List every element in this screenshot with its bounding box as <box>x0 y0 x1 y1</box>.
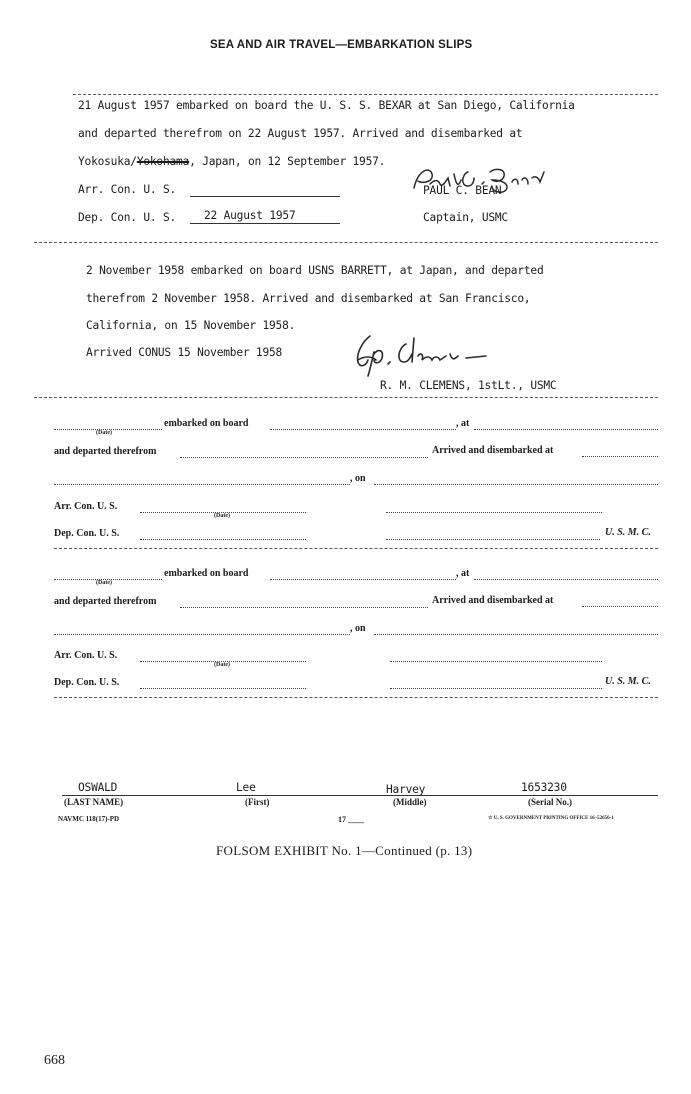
blank2-date-note-2: (Date) <box>214 662 230 668</box>
blank1-date-note-2: (Date) <box>214 513 230 519</box>
printing-office-note: ☆ U. S. GOVERNMENT PRINTING OFFICE 16–52656-1 <box>488 816 614 821</box>
blank2-on-line <box>374 634 658 635</box>
slip-top-border <box>73 94 658 95</box>
blank1-arr-label: Arr. Con. U. S. <box>54 501 118 512</box>
middle-name-value: Harvey <box>386 783 426 796</box>
slip2-line4: Arrived CONUS 15 November 1958 <box>86 346 283 359</box>
first-name-value: Lee <box>236 781 256 794</box>
blank1-arrived-line <box>582 456 658 457</box>
blank1-embarked-label: embarked on board <box>164 418 249 429</box>
slip1-place: Yokosuka/ <box>78 155 137 168</box>
blank1-vessel-line <box>270 429 456 430</box>
form-code: 17 ____ <box>338 815 364 824</box>
serial-number-label: (Serial No.) <box>528 797 572 807</box>
blank2-place-line <box>54 634 350 635</box>
slip1-signer-rank: Captain, USMC <box>423 211 508 224</box>
blank2-vessel-line <box>270 579 456 580</box>
slip-divider <box>34 242 658 243</box>
form-number: NAVMC 118(17)-PD <box>58 815 120 823</box>
blank2-departed-label: and departed therefrom <box>54 596 157 607</box>
slip1-line1: 21 August 1957 embarked on board the U. S. S. BEXAR at San Diego, California <box>78 99 575 112</box>
slip1-line3 <box>78 155 385 168</box>
blank1-departed-line <box>180 457 428 458</box>
blank2-date-note: (Date) <box>96 580 112 586</box>
blank2-arr-label: Arr. Con. U. S. <box>54 650 118 661</box>
page-number: 668 <box>44 1053 65 1068</box>
slip2-line3: California, on 15 November 1958. <box>86 319 296 332</box>
blank1-date-note: (Date) <box>96 430 112 436</box>
blank2-port-line <box>474 579 658 580</box>
first-name-label: (First) <box>245 797 270 807</box>
blank1-place-line <box>54 484 350 485</box>
slip1-dep-value: 22 August 1957 <box>204 209 296 222</box>
exhibit-caption: FOLSOM EXHIBIT No. 1—Continued (p. 13) <box>216 843 473 858</box>
blank2-on-label: , on <box>350 623 366 634</box>
blank2-signature-line <box>390 661 602 662</box>
blank1-departed-label: and departed therefrom <box>54 446 157 457</box>
page-title: SEA AND AIR TRAVEL—EMBARKATION SLIPS <box>210 39 473 51</box>
slip1-arr-line <box>190 196 340 197</box>
slip2-signer-name: R. M. CLEMENS, 1stLt., USMC <box>380 379 557 392</box>
slip1-dep-label: Dep. Con. U. S. <box>78 211 177 224</box>
signature-clemens <box>348 330 488 378</box>
slip1-date: , Japan, on 12 September 1957. <box>189 155 386 168</box>
slip1-struck-place: Yokohama <box>136 155 190 168</box>
blank1-signature-line <box>386 512 602 513</box>
slip1-signer-name: PAUL C. BEAN <box>423 184 502 197</box>
middle-name-label: (Middle) <box>393 797 427 807</box>
slip-divider <box>54 548 658 549</box>
slip1-line2: and departed therefrom on 22 August 1957. Arrived and disembarked at <box>78 127 523 140</box>
name-underline <box>62 795 658 796</box>
blank2-departed-line <box>180 607 428 608</box>
blank1-rank-line <box>386 539 600 540</box>
blank2-embarked-label: embarked on board <box>164 568 249 579</box>
blank1-arrived-label: Arrived and disembarked at <box>432 445 554 456</box>
blank2-rank-line <box>390 688 602 689</box>
blank2-dep-label: Dep. Con. U. S. <box>54 677 120 688</box>
slip2-line2: therefrom 2 November 1958. Arrived and disembarked at San Francisco, <box>86 292 531 305</box>
serial-number-value: 1653230 <box>521 781 567 794</box>
blank1-on-label: , on <box>350 473 366 484</box>
slip-bottom-border <box>54 697 658 698</box>
blank2-arrived-line <box>582 606 658 607</box>
blank2-arrived-label: Arrived and disembarked at <box>432 595 554 606</box>
blank2-dep-line <box>140 688 306 689</box>
blank1-at-label: , at <box>456 418 470 429</box>
blank1-on-line <box>374 484 658 485</box>
blank2-at-label: , at <box>456 568 470 579</box>
blank1-dep-label: Dep. Con. U. S. <box>54 528 120 539</box>
blank1-port-line <box>474 429 658 430</box>
blank2-usmc: U. S. M. C. <box>605 676 651 687</box>
blank1-dep-line <box>140 539 306 540</box>
slip1-dep-line <box>190 223 340 224</box>
slip2-line1: 2 November 1958 embarked on board USNS BARRETT, at Japan, and departed <box>86 264 544 277</box>
slip-divider <box>34 397 658 398</box>
blank1-usmc: U. S. M. C. <box>605 527 651 538</box>
last-name-label: (LAST NAME) <box>64 797 124 807</box>
last-name-value: OSWALD <box>78 781 118 794</box>
slip1-arr-label: Arr. Con. U. S. <box>78 183 177 196</box>
